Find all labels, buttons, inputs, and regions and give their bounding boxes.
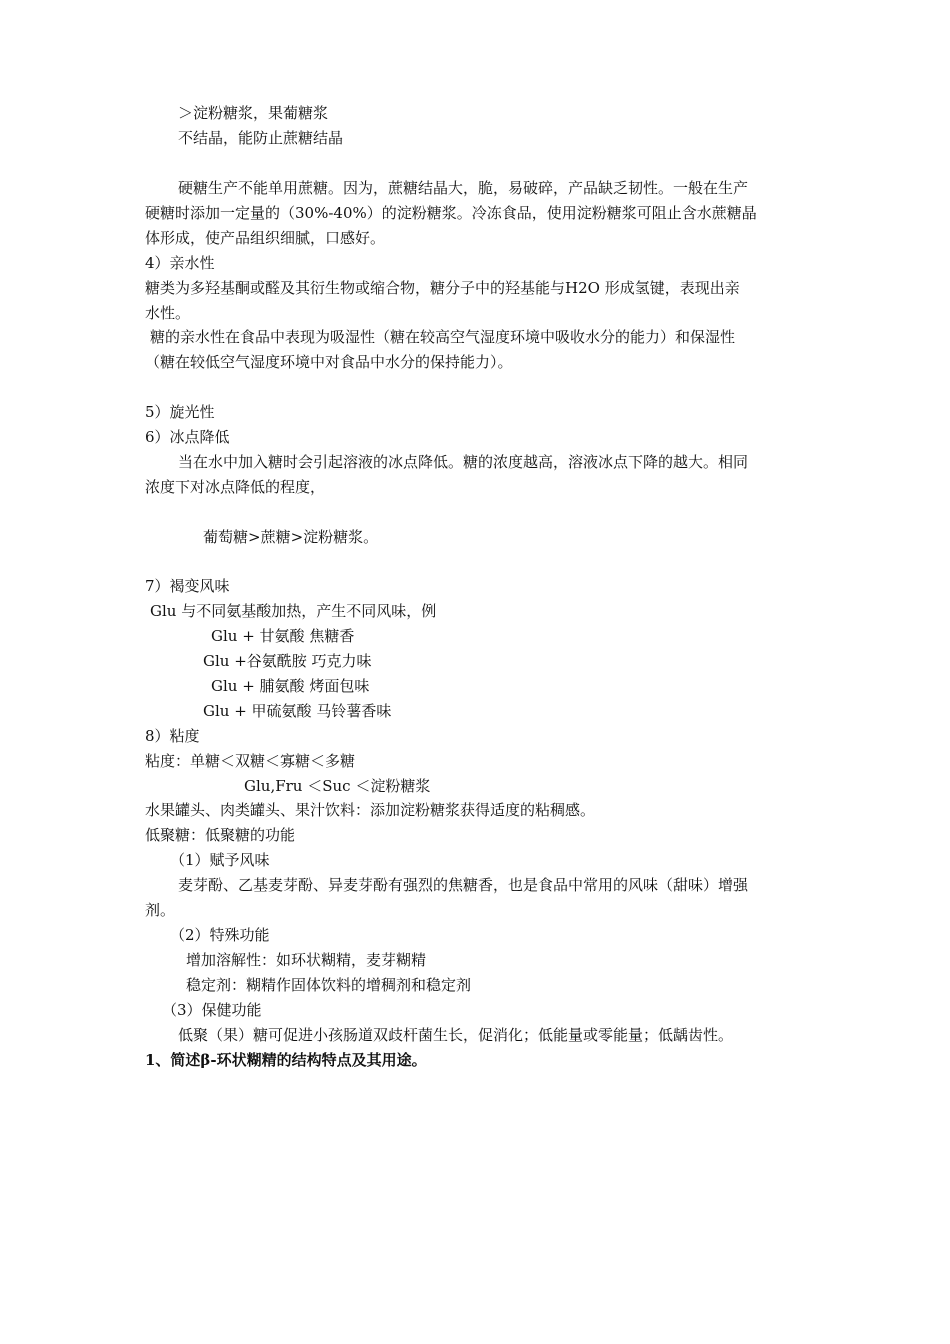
paragraph-line: 硬糖时添加一定量的（30%-40%）的淀粉糖浆。冷冻食品，使用淀粉糖浆可阻止含水蔗糖晶 bbox=[145, 204, 757, 222]
text-line: Glu 与不同氨基酸加热，产生不同风味，例 bbox=[150, 602, 437, 620]
text-line: 粘度：单糖＜双糖＜寡糖＜多糖 bbox=[145, 752, 356, 770]
text-line: 葡萄糖>蔗糖>淀粉糖浆。 bbox=[203, 528, 379, 546]
text-line: Glu + 甘氨酸 焦糖香 bbox=[211, 627, 355, 645]
section-heading: 5）旋光性 bbox=[145, 403, 215, 421]
text-line: Glu,Fru ＜Suc ＜淀粉糖浆 bbox=[244, 777, 431, 795]
paragraph-line: 水性。 bbox=[145, 304, 191, 322]
text-line: Glu + 甲硫氨酸 马铃薯香味 bbox=[203, 702, 392, 720]
text-line: ＞淀粉糖浆，果葡糖浆 bbox=[178, 104, 329, 122]
paragraph-line: 硬糖生产不能单用蔗糖。因为，蔗糖结晶大，脆，易破碎，产品缺乏韧性。一般在生产 bbox=[178, 179, 749, 197]
section-heading: 低聚糖：低聚糖的功能 bbox=[145, 826, 296, 844]
section-heading: 4）亲水性 bbox=[145, 254, 215, 272]
question-heading: 1、简述β-环状糊精的结构特点及其用途。 bbox=[145, 1051, 427, 1069]
paragraph-line: 低聚（果）糖可促进小孩肠道双歧杆菌生长，促消化；低能量或零能量；低龋齿性。 bbox=[178, 1026, 734, 1044]
paragraph-line: 糖类为多羟基酮或醛及其衍生物或缩合物，糖分子中的羟基能与H2O 形成氢键，表现出亲 bbox=[145, 279, 740, 297]
paragraph-line: 当在水中加入糖时会引起溶液的冰点降低。糖的浓度越高，溶液冰点下降的越大。相同 bbox=[178, 453, 749, 471]
text-line: Glu +谷氨酰胺 巧克力味 bbox=[203, 652, 372, 670]
text-line: 增加溶解性：如环状糊精，麦芽糊精 bbox=[186, 951, 427, 969]
text-line: 水果罐头、肉类罐头、果汁饮料：添加淀粉糖浆获得适度的粘稠感。 bbox=[145, 801, 596, 819]
sub-heading: （3）保健功能 bbox=[162, 1001, 262, 1019]
text-line: 不结晶，能防止蔗糖结晶 bbox=[178, 129, 344, 147]
paragraph-line: （糖在较低空气湿度环境中对食品中水分的保持能力）。 bbox=[145, 353, 513, 371]
text-line: 稳定剂：糊精作固体饮料的增稠剂和稳定剂 bbox=[186, 976, 472, 994]
paragraph-line: 体形成，使产品组织细腻，口感好。 bbox=[145, 229, 386, 247]
paragraph-line: 糖的亲水性在食品中表现为吸湿性（糖在较高空气湿度环境中吸收水分的能力）和保湿性 bbox=[150, 328, 736, 346]
paragraph-line: 浓度下对冰点降低的程度， bbox=[145, 478, 326, 496]
sub-heading: （2）特殊功能 bbox=[170, 926, 270, 944]
section-heading: 7）褐变风味 bbox=[145, 577, 230, 595]
paragraph-line: 麦芽酚、乙基麦芽酚、异麦芽酚有强烈的焦糖香，也是食品中常用的风味（甜味）增强 bbox=[178, 876, 749, 894]
sub-heading: （1）赋予风味 bbox=[170, 851, 270, 869]
paragraph-line: 剂。 bbox=[145, 901, 176, 919]
text-line: Glu + 脯氨酸 烤面包味 bbox=[211, 677, 370, 695]
section-heading: 6）冰点降低 bbox=[145, 428, 230, 446]
section-heading: 8）粘度 bbox=[145, 727, 200, 745]
